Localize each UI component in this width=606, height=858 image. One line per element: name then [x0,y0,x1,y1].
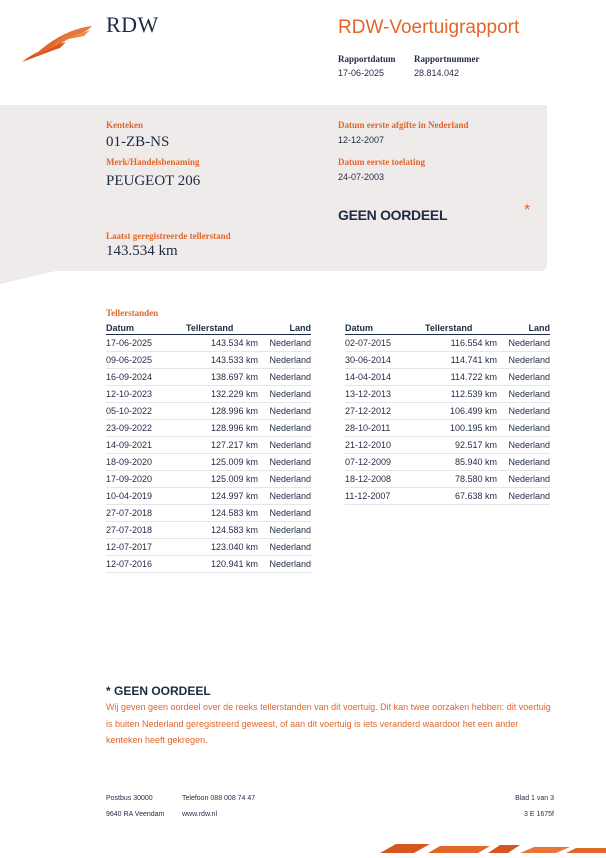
kenteken-label: Kenteken [106,120,143,130]
table-header-row [106,322,311,335]
laatste-stand-value: 143.534 km [106,243,178,259]
footer-code: 3 E 1675f [524,811,554,818]
cell-tellerstand: 67.638 km [425,488,505,505]
cell-datum: 27-07-2018 [106,522,186,539]
col-datum: Datum [345,322,425,335]
cell-datum: 09-06-2025 [106,352,186,369]
eerste-toelating-value: 24-07-2003 [338,172,385,182]
table-row [345,471,550,488]
cell-datum: 02-07-2015 [345,335,425,352]
cell-land: Nederland [266,437,311,454]
cell-land: Nederland [266,335,311,352]
verdict-asterisk: * [524,202,531,219]
rapportnummer-value: 28.814.042 [414,68,460,78]
cell-land: Nederland [505,352,550,369]
cell-tellerstand: 143.534 km [186,335,266,352]
panel-corner-decoration [0,270,60,284]
cell-datum: 14-09-2021 [106,437,186,454]
cell-land: Nederland [505,454,550,471]
table-row [106,471,311,488]
cell-tellerstand: 114.741 km [425,352,505,369]
cell-datum: 30-06-2014 [345,352,425,369]
report-title: RDW-Voertuigrapport [338,17,520,38]
cell-tellerstand: 124.583 km [186,522,266,539]
rdw-wing-logo-icon [20,22,94,66]
laatste-stand-label: Laatst geregistreerde tellerstand [106,231,231,241]
table-row [345,369,550,386]
brand-name: RDW [106,12,159,37]
cell-land: Nederland [505,369,550,386]
table-row [106,420,311,437]
cell-datum: 12-10-2023 [106,386,186,403]
table-row [106,335,311,352]
cell-datum: 18-12-2008 [345,471,425,488]
cell-land: Nederland [505,437,550,454]
cell-land: Nederland [505,471,550,488]
eerste-toelating-label: Datum eerste toelating [338,157,425,167]
cell-land: Nederland [266,352,311,369]
cell-datum: 27-07-2018 [106,505,186,522]
cell-tellerstand: 123.040 km [186,539,266,556]
table-row [106,488,311,505]
cell-datum: 10-04-2019 [106,488,186,505]
eerste-afgifte-label: Datum eerste afgifte in Nederland [338,120,469,130]
table-row [106,369,311,386]
col-land: Land [266,322,311,335]
table-row [106,437,311,454]
table-row [345,352,550,369]
cell-tellerstand: 124.583 km [186,505,266,522]
cell-land: Nederland [266,454,311,471]
cell-land: Nederland [266,505,311,522]
table-row [106,386,311,403]
cell-datum: 17-06-2025 [106,335,186,352]
footer-telefoon: Telefoon 088 008 74 47 [182,795,256,802]
cell-land: Nederland [266,403,311,420]
table-row [106,556,311,573]
footer-page-number: Blad 1 van 3 [515,795,554,802]
cell-tellerstand: 100.195 km [425,420,505,437]
rapportdatum-value: 17-06-2025 [338,68,385,78]
cell-datum: 17-09-2020 [106,471,186,488]
table-row [345,386,550,403]
cell-datum: 12-07-2017 [106,539,186,556]
table-row [106,403,311,420]
odometer-table-left [106,322,311,573]
cell-datum: 21-12-2010 [345,437,425,454]
cell-land: Nederland [505,420,550,437]
cell-datum: 05-10-2022 [106,403,186,420]
cell-land: Nederland [505,386,550,403]
cell-tellerstand: 114.722 km [425,369,505,386]
col-tellerstand: Tellerstand [425,322,505,335]
cell-datum: 12-07-2016 [106,556,186,573]
cell-tellerstand: 125.009 km [186,471,266,488]
merk-label: Merk/Handelsbenaming [106,157,200,167]
cell-tellerstand: 78.580 km [425,471,505,488]
cell-tellerstand: 106.499 km [425,403,505,420]
verdict-text: GEEN OORDEEL [338,207,448,223]
cell-tellerstand: 128.996 km [186,420,266,437]
footer-postbus: Postbus 30000 [106,795,153,802]
cell-land: Nederland [266,471,311,488]
col-datum: Datum [106,322,186,335]
cell-datum: 16-09-2024 [106,369,186,386]
cell-land: Nederland [266,420,311,437]
cell-tellerstand: 120.941 km [186,556,266,573]
cell-tellerstand: 125.009 km [186,454,266,471]
table-row [106,352,311,369]
rapportdatum-label: Rapportdatum [338,54,396,64]
cell-tellerstand: 92.517 km [425,437,505,454]
table-row [345,403,550,420]
cell-datum: 13-12-2013 [345,386,425,403]
cell-datum: 27-12-2012 [345,403,425,420]
table-row [345,437,550,454]
cell-land: Nederland [266,369,311,386]
cell-land: Nederland [505,488,550,505]
cell-land: Nederland [266,556,311,573]
eerste-afgifte-value: 12-12-2007 [338,135,385,145]
footer-stripes-decoration [370,840,606,853]
odometer-table-right [345,322,550,505]
cell-datum: 23-09-2022 [106,420,186,437]
table-row [106,454,311,471]
cell-tellerstand: 127.217 km [186,437,266,454]
cell-land: Nederland [266,522,311,539]
col-land: Land [505,322,550,335]
kenteken-value: 01-ZB-NS [106,134,170,150]
note-title: * GEEN OORDEEL [106,684,211,698]
cell-datum: 07-12-2009 [345,454,425,471]
table-header-row [345,322,550,335]
table-row [106,522,311,539]
cell-land: Nederland [266,488,311,505]
table-row [106,539,311,556]
table-row [345,488,550,505]
footer-website[interactable]: www.rdw.nl [182,811,218,818]
cell-land: Nederland [266,539,311,556]
cell-datum: 18-09-2020 [106,454,186,471]
col-tellerstand: Tellerstand [186,322,266,335]
cell-tellerstand: 143.533 km [186,352,266,369]
merk-value: PEUGEOT 206 [106,173,201,189]
cell-tellerstand: 112.539 km [425,386,505,403]
cell-tellerstand: 138.697 km [186,369,266,386]
table-row [345,420,550,437]
cell-datum: 14-04-2014 [345,369,425,386]
table-row [345,335,550,352]
rapportnummer-label: Rapportnummer [414,54,480,64]
note-text: Wij geven geen oordeel over de reeks tellerstanden van dit voertuig. Dit kan twee oorzaken hebben: dit voertuig is buiten Nederland geregistreerd geweest, of aan dit voertuig is iets veranderd waardoor het een ander kenteken heeft gekregen. [106,702,551,745]
footer-plaats: 9640 RA Veendam [106,811,165,818]
cell-datum: 28-10-2011 [345,420,425,437]
table-row [106,505,311,522]
cell-tellerstand: 116.554 km [425,335,505,352]
tellerstanden-title: Tellerstanden [106,308,159,318]
cell-land: Nederland [505,335,550,352]
cell-tellerstand: 132.229 km [186,386,266,403]
cell-datum: 11-12-2007 [345,488,425,505]
cell-tellerstand: 85.940 km [425,454,505,471]
cell-tellerstand: 128.996 km [186,403,266,420]
cell-land: Nederland [505,403,550,420]
cell-land: Nederland [266,386,311,403]
table-row [345,454,550,471]
cell-tellerstand: 124.997 km [186,488,266,505]
